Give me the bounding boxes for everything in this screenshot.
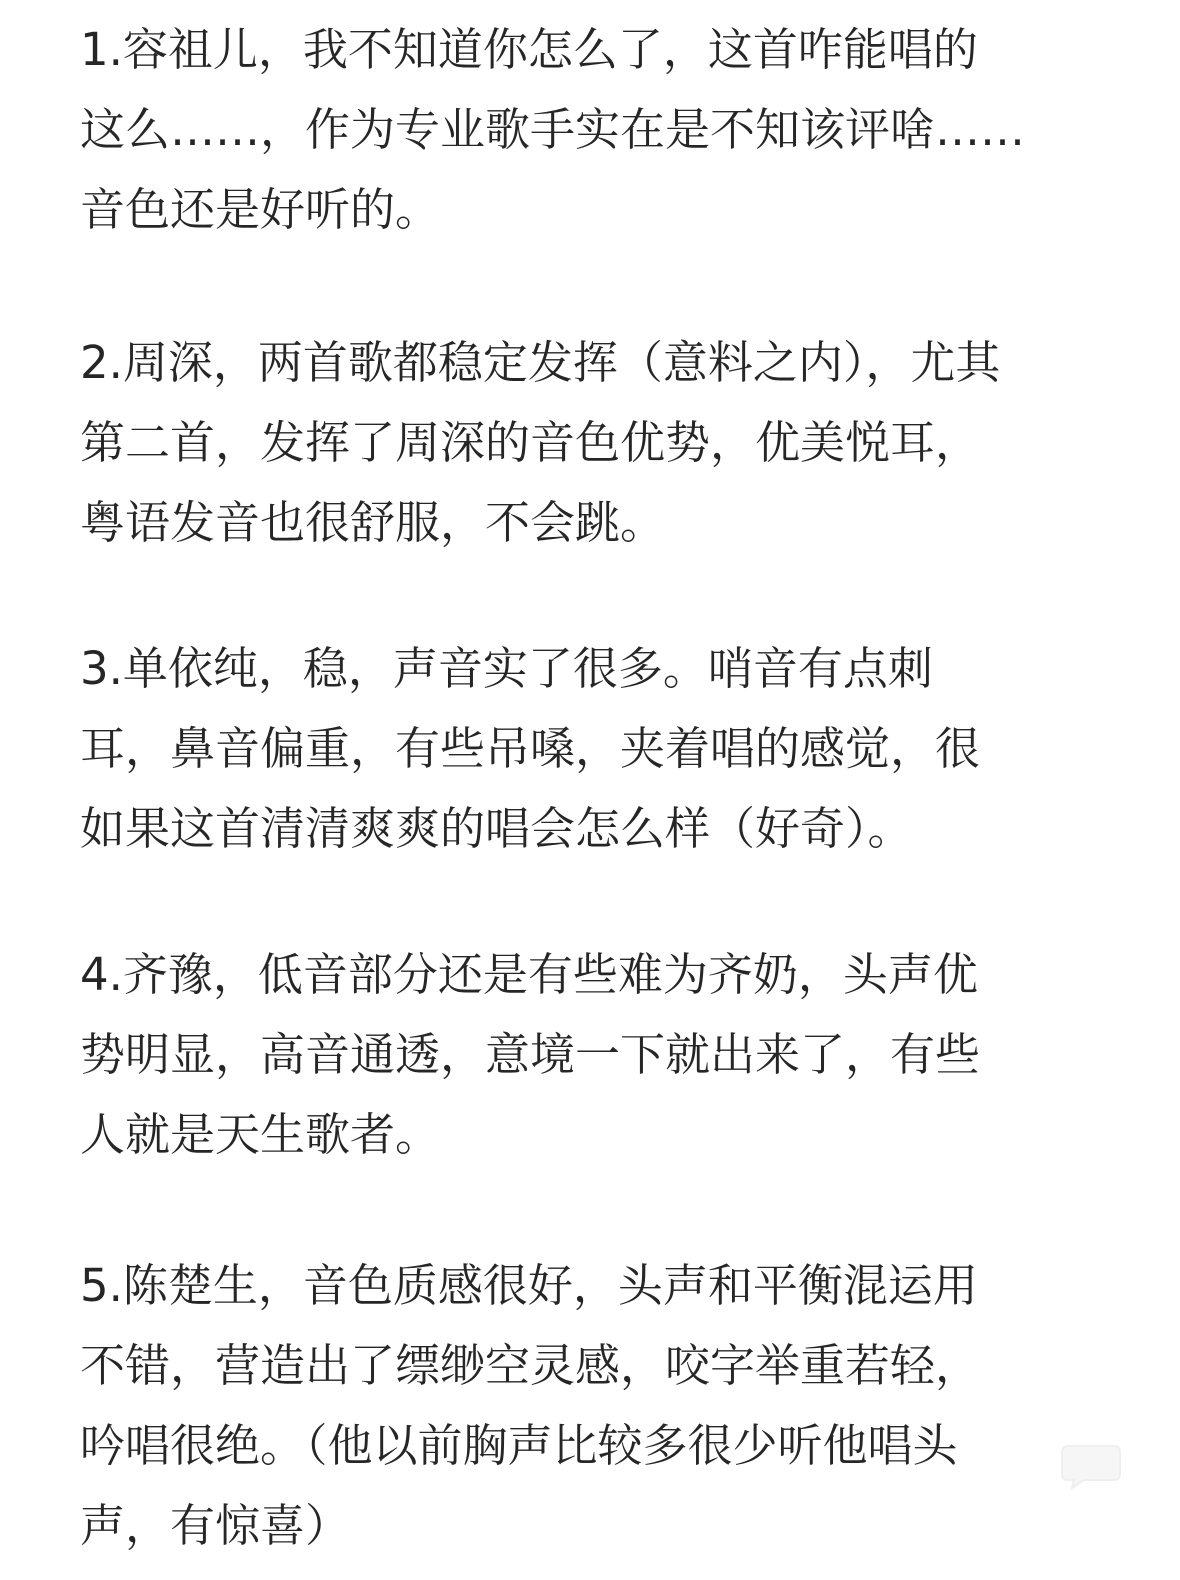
paragraph-1-line-1: 1.容祖儿，我不知道你怎么了，这首咋能唱的 (80, 23, 978, 76)
speech-bubble-watermark-icon (1058, 1442, 1124, 1490)
paragraph-1-line-3: 音色还是好听的。 (80, 183, 441, 236)
paragraph-5-line-4: 声，有惊喜） (80, 1499, 351, 1552)
paragraph-2-line-2: 第二首，发挥了周深的音色优势，优美悦耳， (80, 416, 981, 469)
paragraph-1-line-2: 这么……，作为专业歌手实在是不知该评啥…… (80, 103, 1026, 156)
paragraph-5-line-2: 不错，营造出了缥缈空灵感，咬字举重若轻， (80, 1339, 981, 1392)
paragraph-2-line-1: 2.周深，两首歌都稳定发挥（意料之内），尤其 (80, 336, 1001, 389)
paragraph-4-line-3: 人就是天生歌者。 (80, 1108, 441, 1161)
paragraph-4-line-2: 势明显，高音通透，意境一下就出来了，有些 (80, 1028, 981, 1081)
paragraph-5-line-3: 吟唱很绝。（他以前胸声比较多很少听他唱头 (80, 1419, 958, 1472)
paragraph-3-line-2: 耳，鼻音偏重，有些吊嗓，夹着唱的感觉，很 (80, 722, 981, 775)
paragraph-2-line-3: 粤语发音也很舒服，不会跳。 (80, 496, 666, 549)
paragraph-3-line-1: 3.单依纯，稳，声音实了很多。哨音有点刺 (80, 642, 933, 695)
paragraph-5-line-1: 5.陈楚生，音色质感很好，头声和平衡混运用 (80, 1259, 978, 1312)
paragraph-3-line-3: 如果这首清清爽爽的唱会怎么样（好奇）。 (80, 802, 913, 855)
paragraph-4-line-1: 4.齐豫，低音部分还是有些难为齐奶，头声优 (80, 948, 978, 1001)
